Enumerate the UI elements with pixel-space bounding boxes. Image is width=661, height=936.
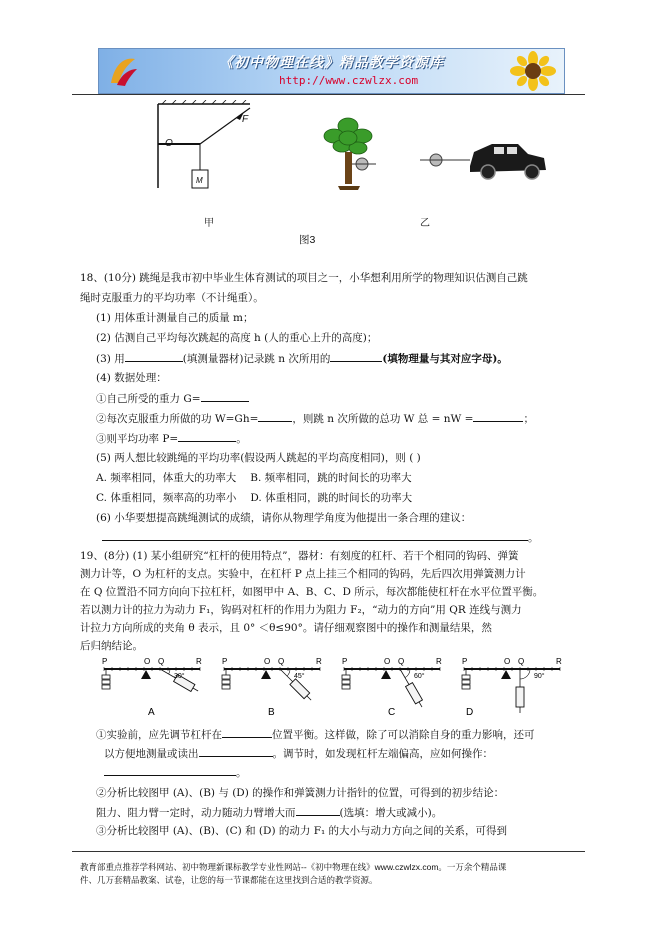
q19-a2-line-1: ②分析比较图甲 (A)、(B) 与 (D) 的操作和弹簧测力计指针的位置，可得到的初步结论： (96, 787, 505, 799)
hook-weight (462, 685, 470, 689)
footer (80, 861, 585, 887)
q19-line-5: 计拉力方向所成的夹角 θ 表示，且 0° ＜θ≤90°。请仔细观察图中的操作和测量结果，然 (80, 622, 492, 634)
q18-step-2: (2) 估测自己平均每次跳起的高度 h (人的重心上升的高度)； (96, 332, 378, 344)
q19-a1-c: 以方便地测量或读出 (104, 748, 199, 760)
point-r-label: R (196, 657, 202, 666)
q19-a1-line-3 (104, 765, 247, 780)
q19-blank-operation[interactable] (104, 765, 236, 776)
hook-weight (222, 680, 230, 684)
hook-weight (342, 675, 350, 679)
point-q-label: Q (278, 657, 285, 666)
point-q-label: Q (518, 657, 525, 666)
q19-a1-line-1 (96, 727, 535, 742)
label-o: O (165, 138, 173, 149)
spring-scale-icon (406, 683, 423, 704)
point-p-label: P (462, 657, 468, 666)
point-q-label: Q (398, 657, 405, 666)
angle-label: 30° (174, 673, 185, 680)
q18-option-b[interactable]: B. 频率相同，跳的时间长的功率大 (250, 472, 412, 484)
hook-weight (222, 685, 230, 689)
lever-panel-b (222, 657, 322, 718)
lever-figures (96, 655, 566, 730)
header-url[interactable]: http://www.czwlzx.com (279, 74, 419, 87)
fulcrum-icon (141, 670, 151, 679)
fulcrum-icon (501, 670, 511, 679)
label-m: M (196, 176, 203, 185)
logo-icon (105, 53, 141, 89)
q19-line-1: 19、(8分) (1) 某小组研究“杠杆的使用特点”，器材：有刻度的杠杆、若干个相同的钩码、弹簧 (80, 550, 519, 562)
q18-power-label: ③则平均功率 P= (96, 433, 179, 445)
lever-panel-a (102, 657, 202, 718)
header-banner (98, 48, 565, 94)
q18-step-4-3 (96, 431, 247, 446)
hook-weight (222, 675, 230, 679)
q19-a2-c: (选填：增大或减小)。 (339, 807, 443, 819)
q19-a2-b: 阻力、阻力臂一定时，动力随动力臂增大而 (96, 807, 296, 819)
angle-label: 90° (534, 673, 545, 680)
hook-weight (342, 680, 350, 684)
footer-line-1: 教育部重点推荐学科网站、初中物理新课标教学专业性网站--《初中物理在线》www.czwlzx.com。一万余个精品课 (80, 862, 507, 872)
q18-step-6-end: 。 (528, 532, 539, 544)
q18-blank-total-work[interactable] (473, 411, 523, 422)
hook-weight (102, 680, 110, 684)
spring-scale-icon (516, 687, 524, 707)
header-rule (72, 94, 585, 95)
panel-letter: C (388, 707, 396, 718)
point-r-label: R (316, 657, 322, 666)
footer-rule (72, 851, 585, 852)
q18-step-6-answer (102, 530, 539, 545)
fulcrum-icon (261, 670, 271, 679)
hook-weight (462, 675, 470, 679)
q18-option-c[interactable]: C. 体重相同，频率高的功率小 (96, 492, 237, 504)
lever-panel-d (462, 657, 562, 718)
label-jia: 甲 (204, 218, 214, 229)
q18-blank-instrument[interactable] (125, 351, 183, 362)
q18-step-4-2 (96, 411, 534, 426)
q18-blank-quantity[interactable] (330, 351, 382, 362)
point-o-label: O (384, 657, 391, 666)
q19-a1-line-2 (104, 746, 493, 761)
header-title: 《初中物理在线》精品教学资源库 (219, 55, 444, 71)
point-r-label: R (436, 657, 442, 666)
figure-caption: 图3 (299, 234, 316, 246)
q19-blank-position[interactable] (222, 727, 272, 738)
q19-blank-trend[interactable] (296, 805, 340, 816)
q18-options-row-2 (96, 491, 412, 505)
q18-option-d[interactable]: D. 体重相同，跳的时间长的功率大 (250, 492, 413, 504)
angle-arc (287, 669, 290, 676)
q19-line-2: 测力计等，O 为杠杆的支点。实验中，在杠杆 P 点上挂三个相同的钩码，先后四次用弹簧测力计 (80, 568, 526, 580)
label-yi: 乙 (420, 218, 430, 229)
q18-intro-2: 绳时克服重力的平均功率（不计绳重）。 (80, 292, 264, 304)
sunflower-icon (506, 51, 560, 91)
panel-letter: D (466, 707, 474, 718)
q18-blank-suggestion[interactable] (102, 530, 528, 541)
q18-step-4: (4) 数据处理： (96, 372, 167, 384)
q19-a3-line-1: ③分析比较图甲 (A)、(B)、(C) 和 (D) 的动力 F₁ 的大小与动力方向之间的关系，可得到 (96, 825, 508, 837)
q19-line-3: 在 Q 位置沿不同方向向下拉杠杆，如图甲中 A、B、C、D 所示，每次都能使杠杆在水平位置平衡。 (80, 586, 544, 598)
point-q-label: Q (158, 657, 165, 666)
q18-gravity-label: ①自己所受的重力 G= (96, 393, 201, 405)
fulcrum-icon (381, 670, 391, 679)
point-o-label: O (504, 657, 511, 666)
hook-weight (342, 685, 350, 689)
q19-a2-line-2 (96, 805, 442, 820)
point-o-label: O (264, 657, 271, 666)
q18-total-work-label: ，则跳 n 次所做的总功 W 总 = nW = (292, 413, 474, 425)
q18-options-row-1 (96, 471, 412, 485)
q18-blank-work[interactable] (258, 411, 292, 422)
q18-step-1: (1) 用体重计测量自己的质量 m； (96, 312, 254, 324)
q18-step-3-b: (填测量器材)记录跳 n 次所用的 (182, 353, 331, 365)
q18-option-a[interactable]: A. 频率相同，体重大的功率大 (96, 472, 237, 484)
point-r-label: R (556, 657, 562, 666)
q19-a1-a: ①实验前，应先调节杠杆在 (96, 729, 222, 741)
q19-line-6: 后归纳结论。 (80, 640, 143, 652)
q19-a1-d: 。调节时，如发现杠杆左端偏高，应如何操作： (272, 748, 493, 760)
q18-step-4-3-end: 。 (236, 433, 247, 445)
point-p-label: P (222, 657, 228, 666)
angle-arc (405, 669, 410, 678)
angle-label: 60° (414, 673, 425, 680)
q18-step-3-a: (3) 用 (96, 353, 125, 365)
point-p-label: P (102, 657, 108, 666)
lever-panel-c (342, 657, 442, 718)
q19-line-4: 若以测力计的拉力为动力 F₁，钩码对杠杆的作用力为阻力 F₂，“动力的方向”用 QR 连线与测力 (80, 604, 522, 616)
label-f: F (242, 114, 249, 125)
q18-step-5: (5) 两人想比较跳绳的平均功率(假设两人跳起的平均高度相同)，则 ( ) (96, 452, 421, 464)
angle-arc (520, 669, 530, 679)
point-p-label: P (342, 657, 348, 666)
q19-blank-read[interactable] (199, 746, 273, 757)
panel-letter: A (148, 707, 155, 718)
spring-scale-icon (290, 679, 310, 699)
panel-letter: B (268, 707, 275, 718)
q18-blank-power[interactable] (178, 431, 236, 442)
q18-work-label: ②每次克服重力所做的功 W=Gh= (96, 413, 259, 425)
q19-a1-b: 位置平衡。这样做，除了可以消除自身的重力影响，还可 (272, 729, 535, 741)
q18-step-3 (96, 351, 508, 366)
hook-weight (102, 675, 110, 679)
figure-yi-car (420, 132, 550, 184)
q18-step-6: (6) 小华要想提高跳绳测试的成绩，请你从物理学角度为他提出一条合理的建议： (96, 512, 472, 524)
footer-line-2: 件、几万套精品教案、试卷，让您的每一节课都能在这里找到合适的教学资源。 (80, 875, 378, 885)
q18-blank-gravity[interactable] (201, 391, 249, 402)
hook-weight (462, 680, 470, 684)
figure-yi-tree (318, 112, 378, 190)
q18-step-4-2-end: ； (523, 413, 534, 425)
q18-intro-1: 18、(10分) 跳绳是我市初中毕业生体育测试的项目之一，小华想利用所学的物理知识估测自己跳 (80, 272, 528, 284)
q18-step-3-c: (填物理量与其对应字母)。 (382, 353, 508, 365)
hook-weight (102, 685, 110, 689)
q18-step-4-1 (96, 391, 249, 406)
angle-label: 45° (294, 673, 305, 680)
point-o-label: O (144, 657, 151, 666)
q19-a1-e: 。 (236, 767, 247, 779)
